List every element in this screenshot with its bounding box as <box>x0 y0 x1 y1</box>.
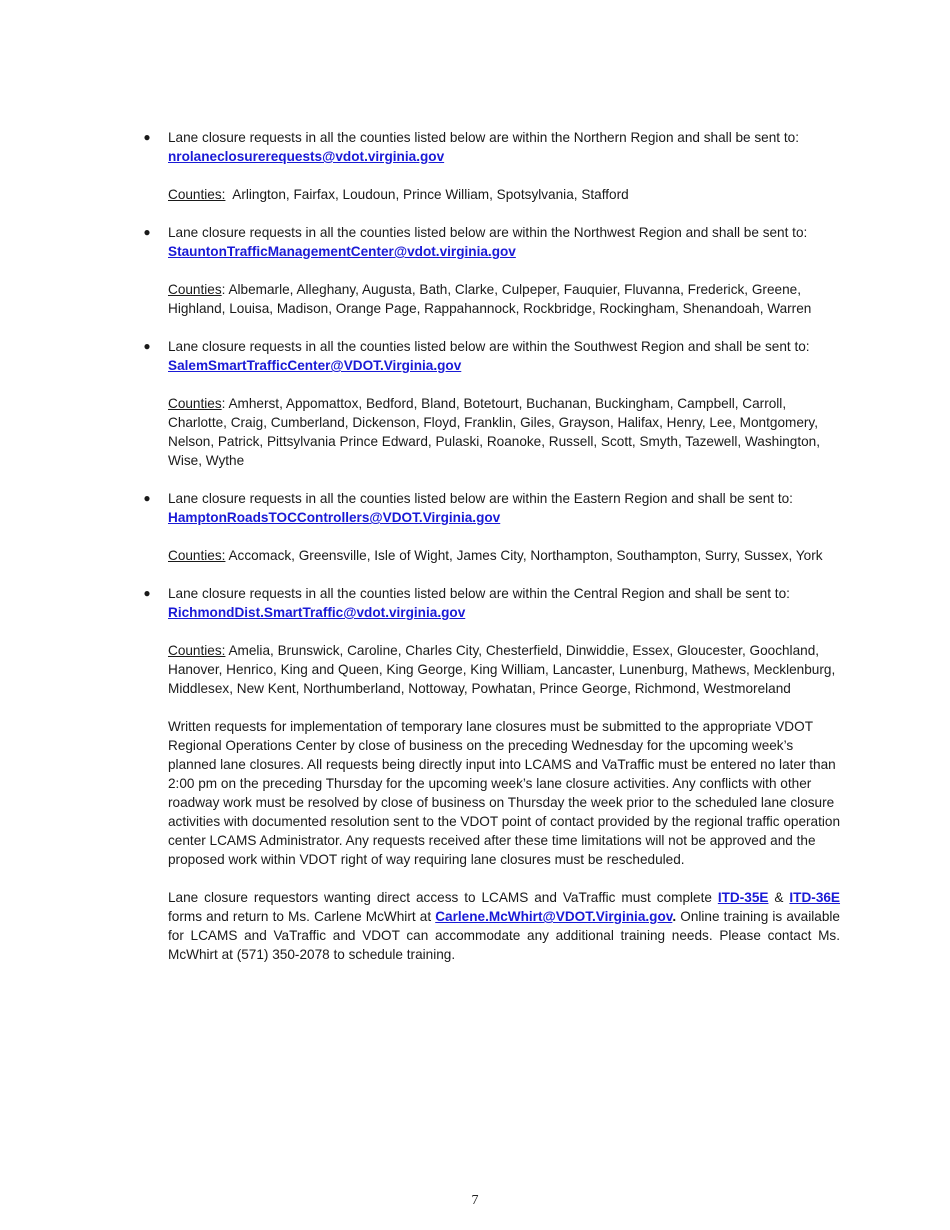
bullet-icon: ● <box>143 586 151 600</box>
region-request <box>168 584 840 622</box>
ampersand: & <box>768 890 790 905</box>
itd-36e-link[interactable]: ITD-36E <box>789 890 841 905</box>
access-text-3: Online training is available for LCAMS and VaTraffic and VDOT can accommodate any additional training needs. Please contact Ms. McWhirt at (571) 350-2078 to schedule training. <box>168 909 840 962</box>
bullet-icon: ● <box>143 339 151 353</box>
region-email-link[interactable]: StauntonTrafficManagementCenter@vdot.virginia.gov <box>168 244 516 259</box>
region-northwest <box>143 223 840 318</box>
region-request <box>168 223 840 261</box>
region-request <box>168 489 840 527</box>
counties-label: Counties <box>168 282 222 297</box>
counties-label: Counties: <box>168 548 226 563</box>
region-email-link[interactable]: HamptonRoadsTOCControllers@VDOT.Virginia.gov <box>168 510 501 525</box>
region-email-link[interactable]: nrolaneclosurerequests@vdot.virginia.gov <box>168 149 445 164</box>
region-email-link[interactable]: RichmondDist.SmartTraffic@vdot.virginia.gov <box>168 605 466 620</box>
region-request <box>168 128 840 166</box>
region-counties <box>168 546 840 565</box>
region-counties <box>168 641 840 698</box>
region-eastern <box>143 489 840 565</box>
region-request-text: Lane closure requests in all the counties listed below are within the Northwest Region and shall be sent to: <box>168 225 808 240</box>
counties-label: Counties: <box>168 643 226 658</box>
counties-list: : Albemarle, Alleghany, Augusta, Bath, Clarke, Culpeper, Fauquier, Fluvanna, Frederick, Greene, Highland, Louisa, Madison, Orange Page, Rappahannock, Rockbridge, Rockingham, Shenandoah, Warren <box>168 282 812 316</box>
region-email-link[interactable]: SalemSmartTrafficCenter@VDOT.Virginia.gov <box>168 358 462 373</box>
counties-list: Amelia, Brunswick, Caroline, Charles City, Chesterfield, Dinwiddie, Essex, Gloucester, Goochland, Hanover, Henrico, King and Queen, King George, King William, Lancaster, Lunenburg, Mathews, Mecklenburg, Middlesex, New Kent, Northumberland, Nottoway, Powhatan, Prince George, Richmond, Westmoreland <box>168 643 836 696</box>
bullet-icon: ● <box>143 130 151 144</box>
access-period: . <box>672 909 677 924</box>
mcwhirt-email-link[interactable]: Carlene.McWhirt@VDOT.Virginia.gov <box>435 909 673 924</box>
counties-label: Counties: <box>168 187 226 202</box>
region-request-text: Lane closure requests in all the counties listed below are within the Northern Region and shall be sent to: <box>168 130 799 145</box>
region-request <box>168 337 840 375</box>
counties-list: Arlington, Fairfax, Loudoun, Prince William, Spotsylvania, Stafford <box>232 187 629 202</box>
access-text-1: Lane closure requestors wanting direct access to LCAMS and VaTraffic must complete <box>168 890 718 905</box>
region-counties <box>168 185 840 204</box>
written-requests-paragraph: Written requests for implementation of temporary lane closures must be submitted to the appropriate VDOT Regional Operations Center by close of business on the preceding Wednesday for the upcoming week’s planned lane closures. All requests being directly input into LCAMS and VaTraffic must be entered no later than 2:00 pm on the preceding Thursday for the upcoming week’s lane closure activities. Any conflicts with other roadway work must be resolved by close of business on Thursday the week prior to the scheduled lane closure activities with documented resolution sent to the VDOT point of contact provided by the regional traffic operation center LCAMS Administrator. Any requests received after these time limitations will not be approved and the proposed work within VDOT right of way requiring lane closures must be rescheduled. <box>168 719 841 867</box>
region-request-text: Lane closure requests in all the counties listed below are within the Central Region and shall be sent to: <box>168 586 790 601</box>
page-number: 7 <box>471 1193 479 1208</box>
region-request-text: Lane closure requests in all the counties listed below are within the Eastern Region and shall be sent to: <box>168 491 793 506</box>
counties-list: : Amherst, Appomattox, Bedford, Bland, Botetourt, Buchanan, Buckingham, Campbell, Carroll, Charlotte, Craig, Cumberland, Dickenson, Floyd, Franklin, Giles, Grayson, Halifax, Henry, Lee, Montgomery, Nelson, Patrick, Pittsylvania Prince Edward, Pulaski, Roanoke, Russell, Scott, Smyth, Tazewell, Washington, Wise, Wythe <box>168 396 821 468</box>
region-counties <box>168 280 840 318</box>
region-central <box>143 584 840 698</box>
bullet-icon: ● <box>143 225 151 239</box>
region-southwest <box>143 337 840 470</box>
bullet-icon: ● <box>143 491 151 505</box>
counties-list: Accomack, Greensville, Isle of Wight, James City, Northampton, Southampton, Surry, Sussex, York <box>225 548 823 563</box>
region-request-text: Lane closure requests in all the counties listed below are within the Southwest Region and shall be sent to: <box>168 339 810 354</box>
counties-label: Counties <box>168 396 222 411</box>
access-text-2: forms and return to Ms. Carlene McWhirt at <box>168 909 436 924</box>
region-northern <box>143 128 840 204</box>
access-paragraph <box>168 888 840 964</box>
itd-35e-link[interactable]: ITD-35E <box>717 890 769 905</box>
page-content <box>143 128 841 983</box>
region-counties <box>168 394 840 470</box>
